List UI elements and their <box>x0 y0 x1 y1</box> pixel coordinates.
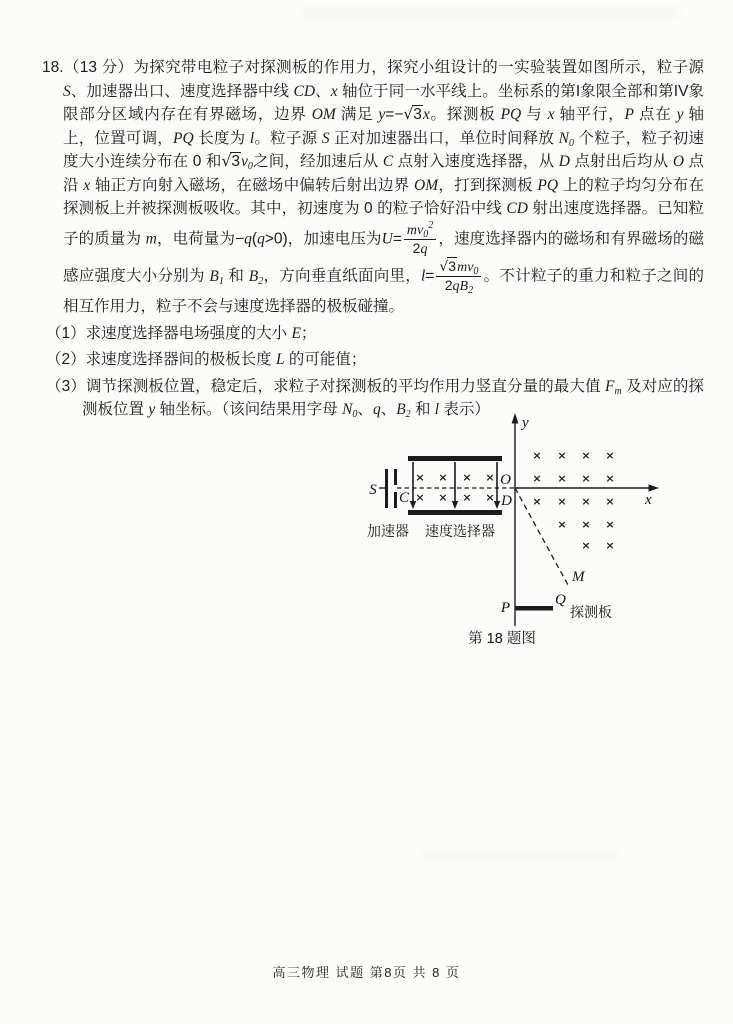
figure-caption: 第 18 题图 <box>468 631 536 647</box>
x-axis-arrowhead <box>649 484 660 491</box>
problem-statement: 18.（13 分）为探究带电粒子对探测板的作用力，探究小组设计的一实验装置如图所示，粒子源 S、加速器出口、速度选择器中线 CD、x 轴位于同一水平线上。坐标系的第I象限全部和第IV象限部分区域内存在有界磁场，边界 OM 满足 y=−√3x。探测板 PQ 与 x 轴平行，P 点在 y 轴上，位置可调，PQ 长度为 l。粒子源 S 正对加速器出口，单位时间释放 $N_0$ 个粒子，粒子初速度大小连续分布在 0 和$√3v_0$之间，经加速后从 C 点射入速度选择器，从 D 点射出后均从 O 点沿 x 轴正方向射入磁场，在磁场中偏转后射出边界 OM，打到探测板 PQ 上的粒子均匀分布在探测板上并被探测板吸收。其中，初速度为 0 的粒子恰好沿中线 CD 射出速度选择器。已知粒子的质量为 m，电荷量为−q(q>0)，加速电压为U= $\frac{mv_0^2}{2q}$ ，速度选择器内的磁场和有界磁场的磁感应强度大小分别为 $B_1$ 和 $B_2$，方向垂直纸面向里，l= $\frac{√3mv_0}{2qB_2}$ 。不计粒子的重力和粒子之间的相互作用力，粒子不会与速度选择器的极板碰撞。 <box>42 59 705 316</box>
field-into-page-icon: × <box>605 472 615 485</box>
e-field-arrowhead <box>452 501 458 509</box>
field-into-page-icon: × <box>485 471 495 484</box>
point-p-label: P <box>500 600 510 616</box>
question-item-2: （2）求速度选择器间的极板长度 L 的可能值； <box>46 351 367 369</box>
field-into-page-icon: × <box>532 449 542 462</box>
field-into-page-icon: × <box>605 449 615 462</box>
scan-artifact <box>420 850 620 860</box>
field-into-page-icon: × <box>557 495 567 508</box>
point-c-label: C <box>398 490 410 506</box>
field-into-page-icon: × <box>532 495 542 508</box>
y-axis-label: y <box>522 415 529 431</box>
selector-bottom-plate <box>408 510 502 515</box>
problem-18 <box>42 56 704 422</box>
field-into-page-icon: × <box>557 518 567 531</box>
accelerator-label: 加速器 <box>367 523 409 539</box>
question-item-3: （3）调节探测板位置，稳定后，求粒子对探测板的平均作用力竖直分量的最大值 $F_m$ 及对应的探测板位置 y 轴坐标。（该问结果用字母 $N_0$、q、$B_2$ 和 l 表示） <box>46 377 704 421</box>
y-axis-arrowhead <box>512 413 519 424</box>
field-into-page-icon: × <box>581 518 591 531</box>
x-axis-label: x <box>645 492 652 508</box>
field-into-page-icon: × <box>438 491 448 504</box>
field-into-page-icon: × <box>605 495 615 508</box>
particle-source-label: S <box>369 482 377 498</box>
bounded-field-crosses <box>532 449 614 552</box>
point-m-label: M <box>572 569 585 585</box>
e-field-arrowhead <box>494 501 500 509</box>
field-into-page-icon: × <box>581 449 591 462</box>
field-into-page-icon: × <box>581 539 591 552</box>
accelerator-plate-left <box>385 469 388 508</box>
accelerator-plate-right-top <box>394 469 397 485</box>
apparatus-diagram <box>365 410 705 655</box>
figure-18 <box>365 410 705 655</box>
field-into-page-icon: × <box>581 495 591 508</box>
selector-top-plate <box>408 456 502 461</box>
point-q-label: Q <box>555 592 566 608</box>
field-into-page-icon: × <box>605 539 615 552</box>
field-into-page-icon: × <box>485 491 495 504</box>
field-into-page-icon: × <box>532 472 542 485</box>
velocity-selector-label: 速度选择器 <box>425 523 495 539</box>
detection-plate <box>515 606 553 611</box>
point-d-label: D <box>501 493 512 509</box>
field-into-page-icon: × <box>557 449 567 462</box>
field-into-page-icon: × <box>581 472 591 485</box>
page-footer: 高三物理 试题 第8页 共 8 页 <box>272 965 461 980</box>
field-into-page-icon: × <box>415 491 425 504</box>
field-into-page-icon: × <box>462 471 472 484</box>
field-into-page-icon: × <box>605 518 615 531</box>
accelerator-plate-right-bottom <box>394 492 397 508</box>
scan-artifact <box>300 6 680 20</box>
field-into-page-icon: × <box>462 491 472 504</box>
field-into-page-icon: × <box>557 472 567 485</box>
detection-plate-label: 探测板 <box>570 604 612 620</box>
origin-label: O <box>500 472 511 488</box>
field-into-page-icon: × <box>438 471 448 484</box>
field-into-page-icon: × <box>415 471 425 484</box>
question-item-1: （1）求速度选择器电场强度的大小 E； <box>46 324 317 342</box>
